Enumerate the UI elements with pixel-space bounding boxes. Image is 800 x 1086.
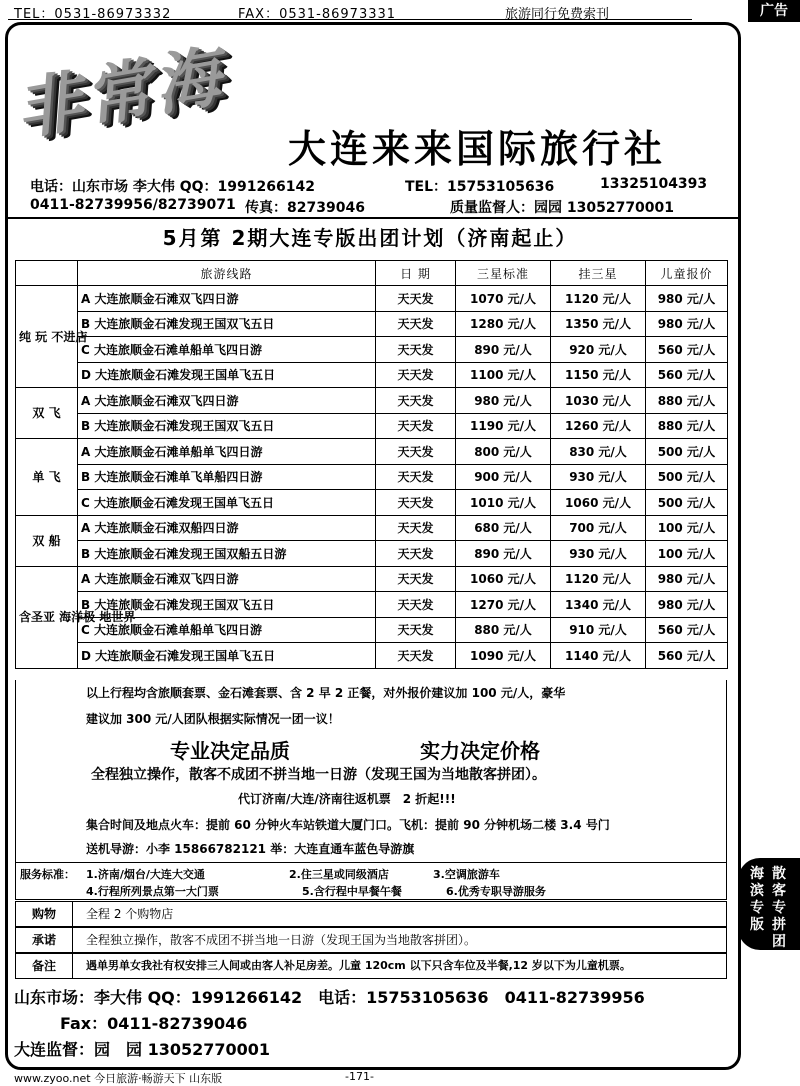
note-guide: 送机导游：小李 15866782121 举：大连直通车蓝色导游旗: [86, 842, 415, 856]
table-row: [16, 464, 728, 490]
hang-three-star-price-cell: 1140 元/人: [551, 643, 646, 669]
three-star-price-cell: 890 元/人: [456, 337, 551, 363]
three-star-price-cell: 980 元/人: [456, 388, 551, 414]
services-box: [15, 862, 727, 900]
date-cell: 天天发: [376, 286, 456, 312]
three-star-price-cell: 800 元/人: [456, 439, 551, 465]
date-cell: 天天发: [376, 439, 456, 465]
top-tel: TEL：0531-86973332: [14, 7, 172, 22]
header-date: 日 期: [376, 261, 456, 286]
top-bar: [0, 0, 800, 22]
category-cell: 单 飞: [16, 439, 78, 516]
info-tel: TEL：15753105636: [405, 179, 555, 195]
table-row: [16, 388, 728, 414]
child-price-cell: 500 元/人: [646, 490, 728, 516]
route-cell: A 大连旅顺金石滩单船单飞四日游: [78, 439, 376, 465]
service-5: 5.含行程中早餐午餐: [302, 885, 402, 898]
three-star-price-cell: 1280 元/人: [456, 311, 551, 337]
header-child-price: 儿童报价: [646, 261, 728, 286]
promise-text: 全程独立操作，散客不成团不拼当地一日游（发现王国为当地散客拼团）。: [86, 933, 477, 947]
remark-text: 遇单男单女我社有权安排三人间或由客人补足房差。儿童 120cm 以下只含车位及半餐,12 岁以下为儿童机票。: [86, 959, 631, 972]
info-fax: 传真：82739046: [245, 200, 365, 216]
route-cell: D 大连旅顺金石滩发现王国单飞五日: [78, 643, 376, 669]
table-header-row: [16, 261, 728, 286]
date-cell: 天天发: [376, 515, 456, 541]
top-free-label: 旅游同行免费索刊: [505, 7, 610, 22]
contact-fax: Fax：0411-82739046: [60, 1014, 248, 1033]
service-1: 1.济南/烟台/大连大交通: [86, 868, 205, 881]
date-cell: 天天发: [376, 464, 456, 490]
note-independent: 全程独立操作，散客不成团不拼当地一日游（发现王国为当地散客拼团）。: [91, 767, 546, 783]
three-star-price-cell: 1190 元/人: [456, 413, 551, 439]
note-meeting: 集合时间及地点火车：提前 60 分钟火车站铁道大厦门口。飞机：提前 90 分钟机场二楼 3.4 号门: [86, 818, 610, 832]
table-row: [16, 490, 728, 516]
date-cell: 天天发: [376, 592, 456, 618]
table-row: [16, 286, 728, 312]
notes-box: [15, 680, 727, 863]
promise-label: 承诺: [16, 928, 73, 952]
info-supervisor: 质量监督人：园园 13052770001: [450, 200, 675, 216]
child-price-cell: 880 元/人: [646, 413, 728, 439]
three-star-price-cell: 1100 元/人: [456, 362, 551, 388]
table-row: [16, 439, 728, 465]
info-phone-qq: 电话：山东市场 李大伟 QQ：1991266142: [30, 179, 315, 195]
hang-three-star-price-cell: 1120 元/人: [551, 286, 646, 312]
shopping-label: 购物: [16, 902, 73, 926]
table-row: [16, 566, 728, 592]
table-row: [16, 617, 728, 643]
hang-three-star-price-cell: 1350 元/人: [551, 311, 646, 337]
shopping-text: 全程 2 个购物店: [86, 907, 174, 921]
slogan-quality: 专业决定品质: [170, 739, 290, 763]
three-star-price-cell: 1060 元/人: [456, 566, 551, 592]
service-4: 4.行程所列景点第一大门票: [86, 885, 219, 898]
table-row: [16, 337, 728, 363]
table-row: [16, 413, 728, 439]
footer: [0, 1070, 740, 1085]
route-cell: C 大连旅顺金石滩单船单飞四日游: [78, 617, 376, 643]
note-luxury: 建议加 300 元/人团队根据实际情况一团一议！: [86, 712, 340, 726]
three-star-price-cell: 1090 元/人: [456, 643, 551, 669]
three-star-price-cell: 1270 元/人: [456, 592, 551, 618]
date-cell: 天天发: [376, 413, 456, 439]
child-price-cell: 560 元/人: [646, 643, 728, 669]
three-star-price-cell: 900 元/人: [456, 464, 551, 490]
route-cell: B 大连旅顺金石滩发现王国双飞五日: [78, 413, 376, 439]
date-cell: 天天发: [376, 311, 456, 337]
header-route: 旅游线路: [78, 261, 376, 286]
note-ticket: 代订济南/大连/济南往返机票 2 折起!!!: [238, 792, 456, 806]
child-price-cell: 560 元/人: [646, 362, 728, 388]
shopping-row: [15, 901, 727, 927]
table-row: [16, 515, 728, 541]
date-cell: 天天发: [376, 362, 456, 388]
header-three-star: 三星标准: [456, 261, 551, 286]
remark-label: 备注: [16, 954, 73, 978]
promise-row: [15, 927, 727, 953]
route-cell: A 大连旅顺金石滩双飞四日游: [78, 388, 376, 414]
hang-three-star-price-cell: 1060 元/人: [551, 490, 646, 516]
child-price-cell: 980 元/人: [646, 311, 728, 337]
table-row: [16, 643, 728, 669]
three-star-price-cell: 1010 元/人: [456, 490, 551, 516]
table-row: [16, 541, 728, 567]
date-cell: 天天发: [376, 643, 456, 669]
header-category: [16, 261, 78, 286]
divider: [8, 217, 738, 219]
info-tel-2: 13325104393: [600, 176, 708, 192]
side-tab-col-1: 散客专拼团: [772, 866, 786, 950]
route-cell: A 大连旅顺金石滩双船四日游: [78, 515, 376, 541]
child-price-cell: 560 元/人: [646, 617, 728, 643]
company-name: 大连来来国际旅行社: [288, 126, 667, 171]
route-cell: C 大连旅顺金石滩单船单飞四日游: [78, 337, 376, 363]
date-cell: 天天发: [376, 337, 456, 363]
category-cell: 双 船: [16, 515, 78, 566]
tour-price-table: [15, 260, 728, 669]
route-cell: D 大连旅顺金石滩发现王国单飞五日: [78, 362, 376, 388]
side-tab-col-2: 海滨专版: [750, 866, 764, 933]
child-price-cell: 100 元/人: [646, 515, 728, 541]
child-price-cell: 980 元/人: [646, 286, 728, 312]
hang-three-star-price-cell: 1260 元/人: [551, 413, 646, 439]
slogan-price: 实力决定价格: [420, 739, 540, 763]
route-cell: A 大连旅顺金石滩双飞四日游: [78, 566, 376, 592]
three-star-price-cell: 680 元/人: [456, 515, 551, 541]
service-6: 6.优秀专职导游服务: [446, 885, 546, 898]
info-office-phones: 0411-82739956/82739071: [30, 197, 236, 213]
contact-supervisor: 大连监督：园 园 13052770001: [14, 1040, 271, 1059]
service-2: 2.住三星或同级酒店: [289, 868, 389, 881]
hang-three-star-price-cell: 1340 元/人: [551, 592, 646, 618]
date-cell: 天天发: [376, 566, 456, 592]
route-cell: B 大连旅顺金石滩发现王国双飞五日: [78, 592, 376, 618]
hang-three-star-price-cell: 700 元/人: [551, 515, 646, 541]
remark-row: [15, 953, 727, 979]
child-price-cell: 500 元/人: [646, 464, 728, 490]
route-cell: B 大连旅顺金石滩发现王国双船五日游: [78, 541, 376, 567]
note-includes: 以上行程均含旅顺套票、金石滩套票、含 2 早 2 正餐，对外报价建议加 100 元/人，豪华: [86, 686, 566, 700]
route-cell: A 大连旅顺金石滩双飞四日游: [78, 286, 376, 312]
child-price-cell: 560 元/人: [646, 337, 728, 363]
route-cell: B 大连旅顺金石滩发现王国双飞五日: [78, 311, 376, 337]
date-cell: 天天发: [376, 490, 456, 516]
table-row: [16, 362, 728, 388]
three-star-price-cell: 890 元/人: [456, 541, 551, 567]
route-cell: C 大连旅顺金石滩发现王国单飞五日: [78, 490, 376, 516]
top-fax: FAX：0531-86973331: [238, 7, 397, 22]
services-label: 服务标准：: [20, 868, 75, 881]
child-price-cell: 100 元/人: [646, 541, 728, 567]
date-cell: 天天发: [376, 388, 456, 414]
footer-url: www.zyoo.net 今日旅游·畅游天下 山东版: [14, 1072, 223, 1085]
route-cell: B 大连旅顺金石滩单飞单船四日游: [78, 464, 376, 490]
side-tab: [738, 858, 800, 950]
service-3: 3.空调旅游车: [433, 868, 500, 881]
table-row: [16, 311, 728, 337]
category-cell: 双 飞: [16, 388, 78, 439]
hang-three-star-price-cell: 1150 元/人: [551, 362, 646, 388]
date-cell: 天天发: [376, 617, 456, 643]
category-cell: 纯 玩 不进店: [16, 286, 78, 388]
child-price-cell: 980 元/人: [646, 592, 728, 618]
child-price-cell: 980 元/人: [646, 566, 728, 592]
hang-three-star-price-cell: 930 元/人: [551, 541, 646, 567]
header-hang-three-star: 挂三星: [551, 261, 646, 286]
hang-three-star-price-cell: 910 元/人: [551, 617, 646, 643]
hang-three-star-price-cell: 920 元/人: [551, 337, 646, 363]
category-cell: 含圣亚 海洋极 地世界: [16, 566, 78, 668]
three-star-price-cell: 880 元/人: [456, 617, 551, 643]
hang-three-star-price-cell: 830 元/人: [551, 439, 646, 465]
three-star-price-cell: 1070 元/人: [456, 286, 551, 312]
page-heading: 5月第 2期大连专版出团计划（济南起止）: [162, 226, 578, 250]
contact-shandong: 山东市场：李大伟 QQ：1991266142 电话：15753105636 0411-82739956: [14, 988, 645, 1007]
child-price-cell: 500 元/人: [646, 439, 728, 465]
page-number: -171-: [345, 1070, 374, 1083]
hang-three-star-price-cell: 930 元/人: [551, 464, 646, 490]
logo-3d-text: 非常海: [9, 36, 231, 150]
ad-badge: 广告: [748, 0, 800, 22]
hang-three-star-price-cell: 1030 元/人: [551, 388, 646, 414]
date-cell: 天天发: [376, 541, 456, 567]
hang-three-star-price-cell: 1120 元/人: [551, 566, 646, 592]
child-price-cell: 880 元/人: [646, 388, 728, 414]
